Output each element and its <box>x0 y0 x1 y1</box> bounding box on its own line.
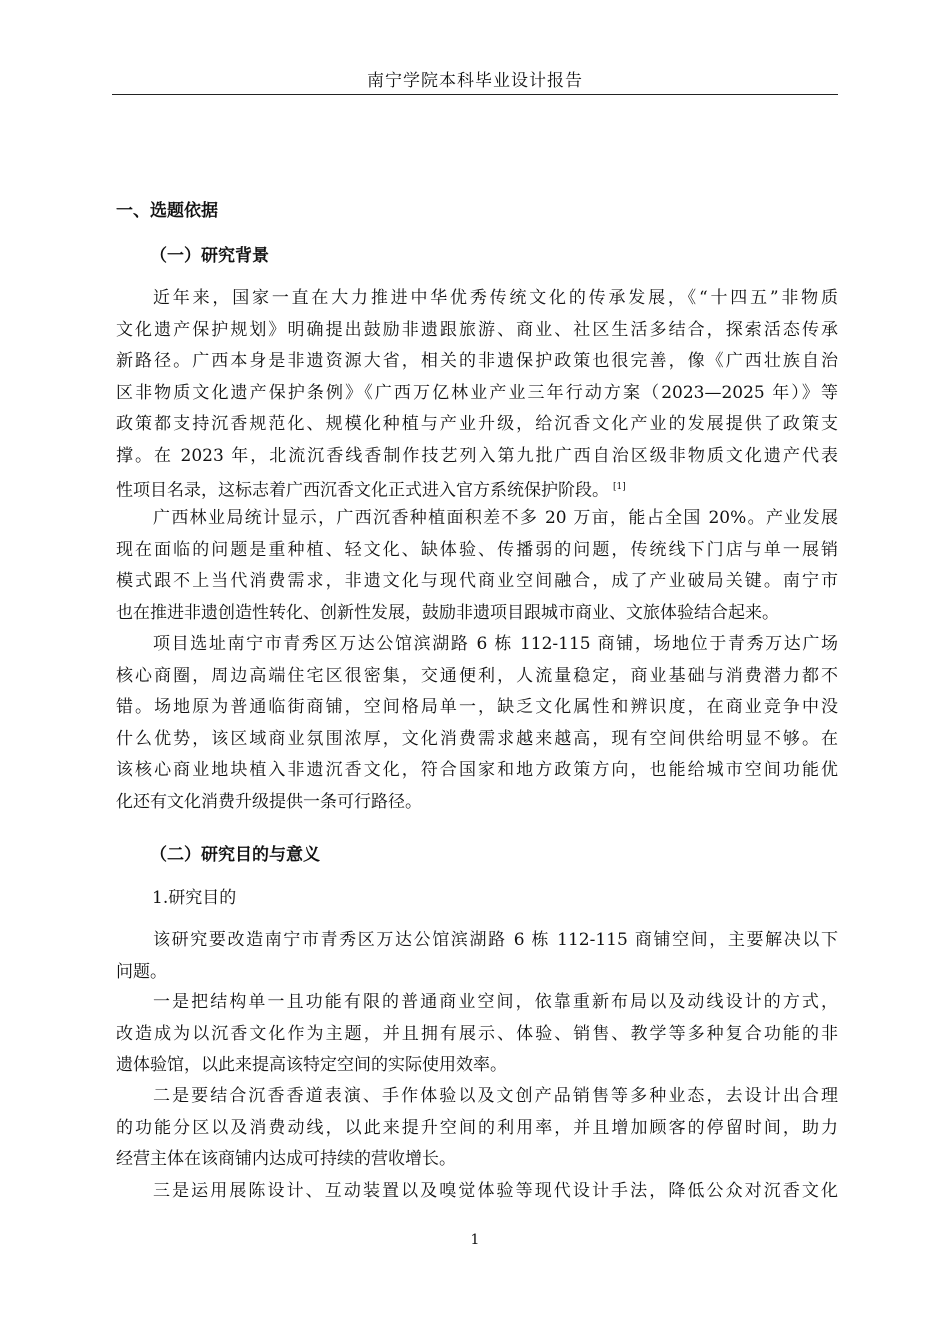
text-line: 文化遗产保护规划》明确提出鼓励非遗跟旅游、商业、社区生活多结合，探索活态传承 <box>116 319 838 340</box>
text-line: 一是把结构单一且功能有限的普通商业空间，依靠重新布局以及动线设计的方式， <box>153 992 838 1012</box>
text-line: 核心商圈，周边高端住宅区很密集，交通便利，人流量稳定，商业基础与消费潜力都不 <box>116 665 838 686</box>
subsection-heading-purpose: （二）研究目的与意义 <box>150 845 320 865</box>
text-line: 新路径。广西本身是非遗资源大省，相关的非遗保护政策也很完善，像《广西壮族自治 <box>116 351 838 371</box>
text-line: 该研究要改造南宁市青秀区万达公馆滨湖路 6 栋 112-115 商铺空间，主要解决以下 <box>153 930 838 950</box>
text-line: 近年来，国家一直在大力推进中华优秀传统文化的传承发展，《“十四五”非物质 <box>153 288 838 308</box>
item-heading: 1.研究目的 <box>152 888 237 908</box>
text-line: 问题。 <box>116 961 167 982</box>
paragraph-background-policy <box>116 283 838 507</box>
text-line: 化还有文化消费升级提供一条可行路径。 <box>116 791 422 812</box>
subsection-heading-background: （一）研究背景 <box>150 246 269 266</box>
text-line: 广西林业局统计显示，广西沉香种植面积差不多 20 万亩，能占全国 20%。产业发展 <box>153 508 838 528</box>
text-line: 三是运用展陈设计、互动装置以及嗅觉体验等现代设计手法，降低公众对沉香文化 <box>153 1181 838 1201</box>
text-line: 性项目名录，这标志着广西沉香文化正式进入官方系统保护阶段。 <box>116 480 609 501</box>
paragraph-purpose-two <box>116 1081 838 1176</box>
paragraph-site <box>116 629 838 818</box>
page-header-title: 南宁学院本科毕业设计报告 <box>367 71 583 91</box>
text-line: 政策都支持沉香规范化、规模化种植与产业升级，给沉香文化产业的发展提供了政策支 <box>116 414 838 434</box>
text-line: 什么优势，该区域商业氛围浓厚，文化消费需求越来越高，现有空间供给明显不够。在 <box>116 728 838 749</box>
text-line: 该核心商业地块植入非遗沉香文化，符合国家和地方政策方向，也能给城市空间功能优 <box>116 760 838 780</box>
text-line: 经营主体在该商铺内达成可持续的营收增长。 <box>116 1149 456 1169</box>
text-line: 模式跟不上当代消费需求，非遗文化与现代商业空间融合，成了产业破局关键。南宁市 <box>116 571 838 591</box>
text-line: 的功能分区以及消费动线，以此来提升空间的利用率，并且增加顾客的停留时间，助力 <box>116 1117 838 1138</box>
header-divider <box>112 94 838 95</box>
page-number: 1 <box>470 1232 480 1248</box>
text-line: 也在推进非遗创造性转化、创新性发展，鼓励非遗项目跟城市商业、文旅体验结合起来。 <box>116 602 779 623</box>
text-line: 二是要结合沉香香道表演、手作体验以及文创产品销售等多种业态，去设计出合理 <box>153 1086 838 1106</box>
text-line: 改造成为以沉香文化作为主题，并且拥有展示、体验、销售、教学等多种复合功能的非 <box>116 1023 838 1044</box>
paragraph-purpose-one <box>116 987 838 1082</box>
paragraph-purpose-three <box>116 1176 838 1208</box>
paragraph-industry <box>116 503 838 629</box>
text-line-with-citation <box>116 472 838 507</box>
paragraph-purpose-intro <box>116 925 838 988</box>
text-line: 项目选址南宁市青秀区万达公馆滨湖路 6 栋 112-115 商铺，场地位于青秀万达广场 <box>153 634 838 654</box>
text-line: 遗体验馆，以此来提高该特定空间的实际使用效率。 <box>116 1055 507 1075</box>
text-line: 撑。在 2023 年，北流沉香线香制作技艺列入第九批广西自治区级非物质文化遗产代表 <box>116 445 838 466</box>
citation-marker: [1] <box>613 482 626 492</box>
text-line: 区非物质文化遗产保护条例》《广西万亿林业产业三年行动方案（2023—2025 年）》等 <box>116 382 838 403</box>
section-heading: 一、选题依据 <box>116 201 218 221</box>
text-line: 错。场地原为普通临街商铺，空间格局单一，缺乏文化属性和辨识度，在商业竞争中没 <box>116 697 838 717</box>
text-line: 现在面临的问题是重种植、轻文化、缺体验、传播弱的问题，传统线下门店与单一展销 <box>116 539 838 560</box>
